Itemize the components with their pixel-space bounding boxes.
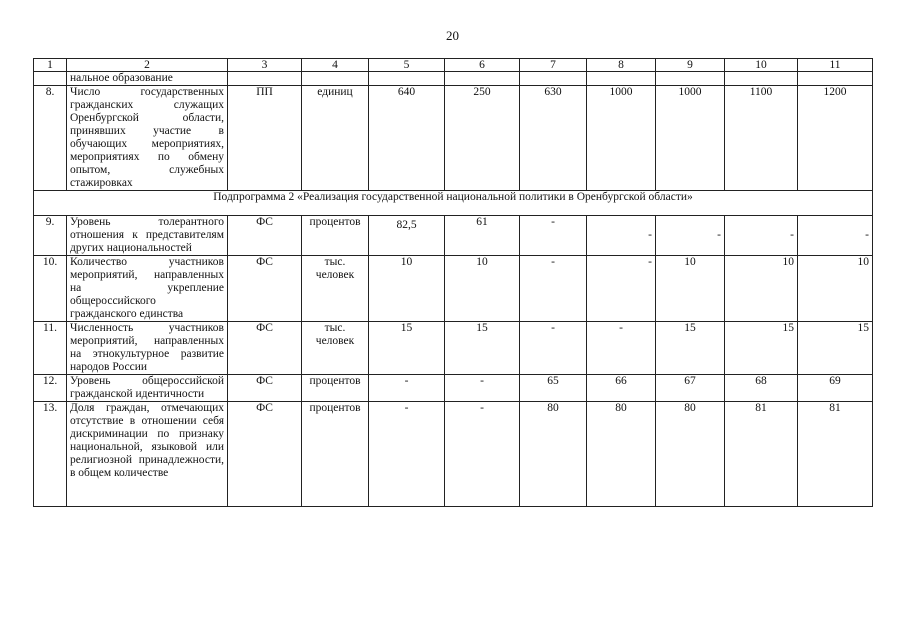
unit: тыс. человек — [302, 256, 369, 322]
value-cell: 15 — [369, 322, 445, 375]
column-number: 7 — [520, 59, 587, 72]
indicator-type: ФС — [228, 322, 302, 375]
page-number: 20 — [446, 28, 459, 43]
value-cell: 10 — [369, 256, 445, 322]
value-cell: 67 — [656, 375, 725, 402]
indicator-type: ФС — [228, 375, 302, 402]
value-cell: - — [520, 322, 587, 375]
value-cell: - — [445, 402, 520, 507]
indicator-description: Численность участников мероприятий, направленных на этнокультурное развитие народов России — [67, 322, 228, 375]
indicator-description: Количество участников мероприятий, направленных на укрепление общероссийского гражданского единства — [67, 256, 228, 322]
value-cell: - — [520, 216, 587, 256]
indicators-table — [33, 58, 873, 507]
table-row — [34, 86, 873, 191]
value-cell: 61 — [445, 216, 520, 256]
value-cell: 15 — [725, 322, 798, 375]
column-number: 1 — [34, 59, 67, 72]
value-cell: 68 — [725, 375, 798, 402]
value-cell: 82,5 — [369, 216, 445, 256]
column-number: 10 — [725, 59, 798, 72]
value-cell: - — [520, 256, 587, 322]
indicator-type: ФС — [228, 256, 302, 322]
row-number: 10. — [34, 256, 67, 322]
row-number: 12. — [34, 375, 67, 402]
value-cell: - — [369, 375, 445, 402]
value-cell: 10 — [445, 256, 520, 322]
value-cell: 15 — [656, 322, 725, 375]
column-number: 5 — [369, 59, 445, 72]
value-cell: - — [587, 256, 656, 322]
unit: процентов — [302, 216, 369, 256]
value-cell: 69 — [798, 375, 873, 402]
value-cell: 1000 — [587, 86, 656, 191]
unit: тыс. человек — [302, 322, 369, 375]
indicator-type: ПП — [228, 86, 302, 191]
indicator-type: ФС — [228, 216, 302, 256]
value-cell: 630 — [520, 86, 587, 191]
value-cell: 65 — [520, 375, 587, 402]
subprogram-row — [34, 191, 873, 216]
value-cell: 1000 — [656, 86, 725, 191]
value-cell: - — [725, 216, 798, 256]
value-cell: 250 — [445, 86, 520, 191]
value-cell: 15 — [798, 322, 873, 375]
column-number: 3 — [228, 59, 302, 72]
column-number: 4 — [302, 59, 369, 72]
indicator-description: Число государственных гражданских служащих Оренбургской области, принявших участие в обучающих мероприятиях, мероприятиях по обмену опытом, служебных стажировках — [67, 86, 228, 191]
column-number: 2 — [67, 59, 228, 72]
column-number: 9 — [656, 59, 725, 72]
value-cell: 80 — [520, 402, 587, 507]
indicator-description: нальное образование — [67, 72, 228, 86]
row-number: 13. — [34, 402, 67, 507]
value-cell: 15 — [445, 322, 520, 375]
table-row — [34, 322, 873, 375]
column-number-header-row — [34, 59, 873, 72]
value-cell: - — [587, 322, 656, 375]
indicator-description: Уровень толерантного отношения к представителям других национальностей — [67, 216, 228, 256]
value-cell: 1200 — [798, 86, 873, 191]
value-cell: - — [369, 402, 445, 507]
table-row — [34, 375, 873, 402]
value-cell: - — [445, 375, 520, 402]
column-number: 11 — [798, 59, 873, 72]
value-cell: - — [656, 216, 725, 256]
value-cell: 80 — [656, 402, 725, 507]
table-row — [34, 256, 873, 322]
row-number: 11. — [34, 322, 67, 375]
value-cell: 81 — [798, 402, 873, 507]
indicator-description: Уровень общероссийской гражданской идентичности — [67, 375, 228, 402]
value-cell: 80 — [587, 402, 656, 507]
row-number: 8. — [34, 86, 67, 191]
value-cell: 81 — [725, 402, 798, 507]
value-cell: 10 — [798, 256, 873, 322]
value-cell: 10 — [656, 256, 725, 322]
unit: процентов — [302, 402, 369, 507]
indicator-description: Доля граждан, отмечающих отсутствие в отношении себя дискриминации по признаку национальной, языковой или религиозной принадлежности, в общем количестве — [67, 402, 228, 507]
continuation-row — [34, 72, 873, 86]
row-number: 9. — [34, 216, 67, 256]
value-cell: 10 — [725, 256, 798, 322]
indicator-type: ФС — [228, 402, 302, 507]
value-cell: - — [798, 216, 873, 256]
table-row — [34, 216, 873, 256]
unit: единиц — [302, 86, 369, 191]
table-row — [34, 402, 873, 507]
value-cell: 66 — [587, 375, 656, 402]
value-cell: 640 — [369, 86, 445, 191]
value-cell: - — [587, 216, 656, 256]
subprogram-title: Подпрограмма 2 «Реализация государственной национальной политики в Оренбургской области» — [34, 191, 873, 216]
value-cell: 1100 — [725, 86, 798, 191]
column-number: 8 — [587, 59, 656, 72]
column-number: 6 — [445, 59, 520, 72]
unit: процентов — [302, 375, 369, 402]
